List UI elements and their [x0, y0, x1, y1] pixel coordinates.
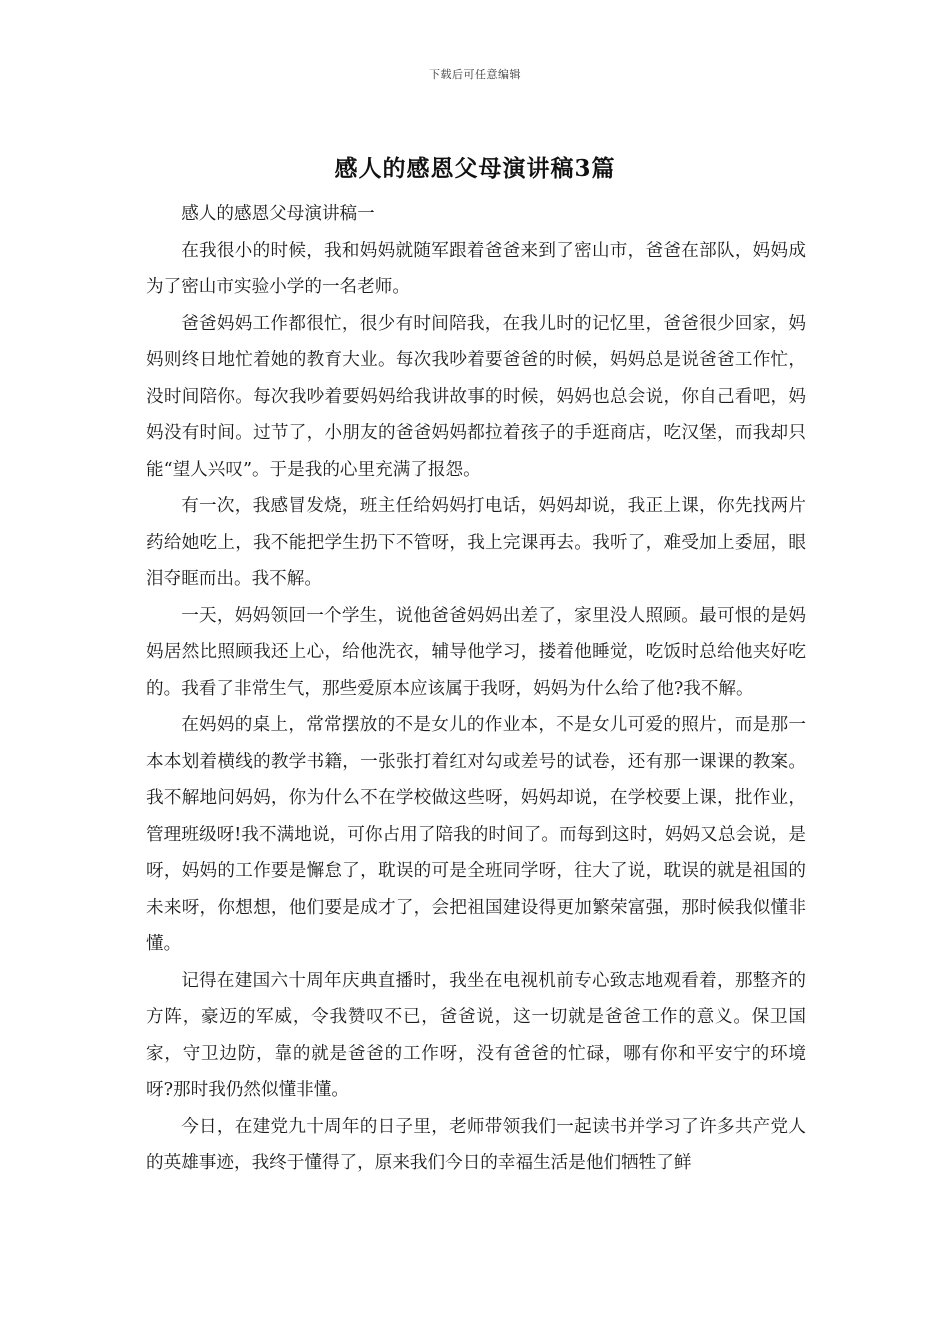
header-note: 下载后可任意编辑 [429, 68, 521, 81]
paragraph: 在我很小的时候，我和妈妈就随军跟着爸爸来到了密山市，爸爸在部队，妈妈成为了密山市实验小学的一名老师。 [146, 240, 806, 297]
paragraph: 在妈妈的桌上，常常摆放的不是女儿的作业本，不是女儿可爱的照片，而是那一本本划着横线的教学书籍，一张张打着红对勾或差号的试卷，还有那一课课的教案。我不解地问妈妈，你为什么不在学校做这些呀，妈妈却说，在学校要上课，批作业，管理班级呀!我不满地说，可你占用了陪我的时间了。而每到这时，妈妈又总会说，是呀，妈妈的工作要是懈怠了，耽误的可是全班同学呀，往大了说，耽误的就是祖国的未来呀，你想想，他们要是成才了，会把祖国建设得更加繁荣富强，那时候我似懂非懂。 [146, 715, 806, 954]
paragraph: 今日，在建党九十周年的日子里，老师带领我们一起读书并学习了许多共产党人的英雄事迹，我终于懂得了，原来我们今日的幸福生活是他们牺牲了鲜 [146, 1116, 806, 1173]
paragraph: 爸爸妈妈工作都很忙，很少有时间陪我，在我儿时的记忆里，爸爸很少回家，妈妈则终日地忙着她的教育大业。每次我吵着要爸爸的时候，妈妈总是说爸爸工作忙，没时间陪你。每次我吵着要妈妈给我讲故事的时候，妈妈也总会说，你自己看吧，妈妈没有时间。过节了，小朋友的爸爸妈妈都拉着孩子的手逛商店，吃汉堡，而我却只能“望人兴叹”。于是我的心里充满了报怨。 [146, 313, 806, 480]
paragraph: 有一次，我感冒发烧，班主任给妈妈打电话，妈妈却说，我正上课，你先找两片药给她吃上，我不能把学生扔下不管呀，我上完课再去。我听了，难受加上委屈，眼泪夺眶而出。我不解。 [146, 496, 806, 589]
section-heading: 感人的感恩父母演讲稿一 [181, 204, 375, 224]
paragraph: 记得在建国六十周年庆典直播时，我坐在电视机前专心致志地观看着，那整齐的方阵，豪迈的军威，令我赞叹不已，爸爸说，这一切就是爸爸工作的意义。保卫国家，守卫边防，靠的就是爸爸的工作呀，没有爸爸的忙碌，哪有你和平安宁的环境呀?那时我仍然似懂非懂。 [146, 970, 806, 1100]
paragraph: 一天，妈妈领回一个学生，说他爸爸妈妈出差了，家里没人照顾。最可恨的是妈妈居然比照顾我还上心，给他洗衣，辅导他学习，搂着他睡觉，吃饭时总给他夹好吃的。我看了非常生气，那些爱原本应该属于我呀，妈妈为什么给了他?我不解。 [146, 605, 806, 699]
document-body [146, 196, 806, 1182]
document-title: 感人的感恩父母演讲稿3篇 [334, 155, 616, 182]
